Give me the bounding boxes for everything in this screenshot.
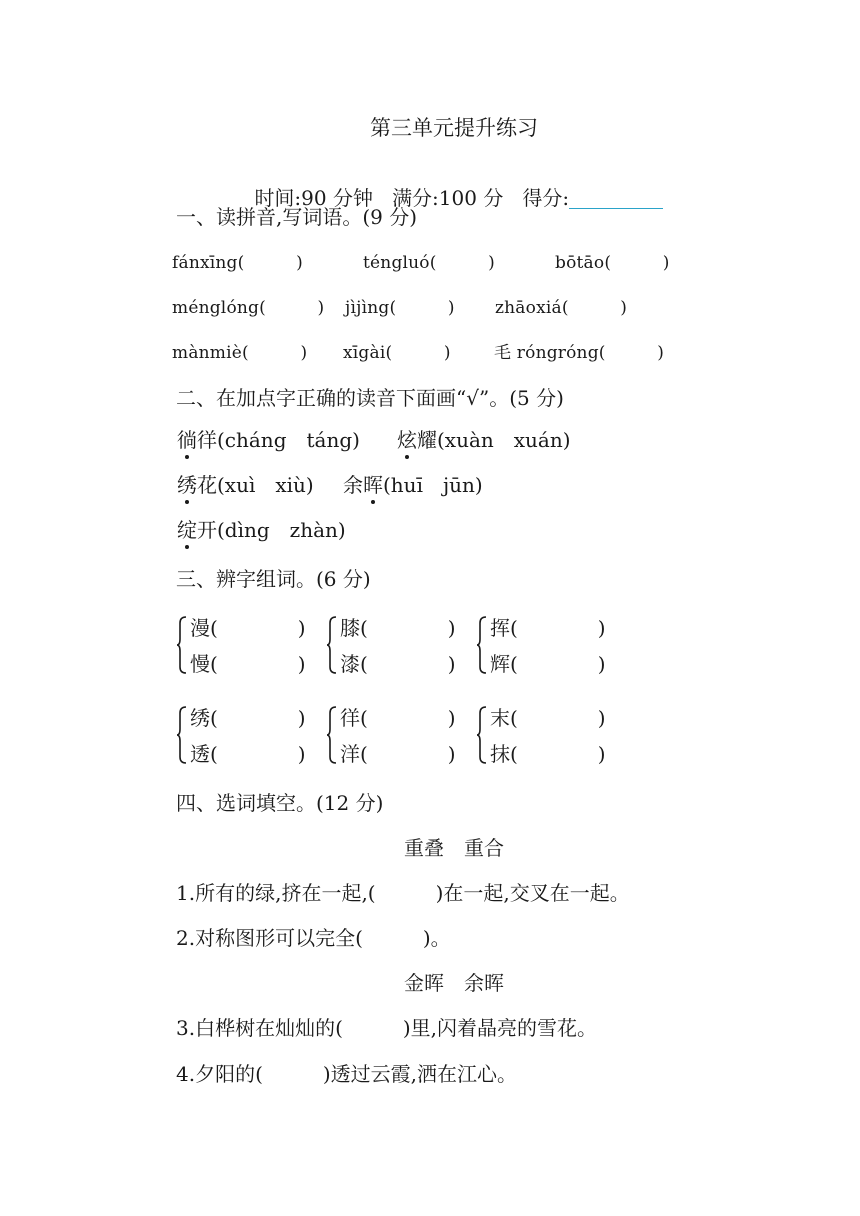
pinyin-item[interactable]: fánxīng( ) [172, 253, 303, 273]
brace-icon [176, 615, 188, 675]
char-pair-top[interactable]: 挥( ) [490, 616, 606, 640]
pinyin-item[interactable]: 毛 róngróng( ) [494, 343, 665, 363]
pinyin-item[interactable]: mànmiè( ) [172, 343, 308, 363]
brace-icon [326, 615, 338, 675]
dotted-char: 炫 [397, 428, 417, 452]
pinyin-item[interactable]: zhāoxiá( ) [495, 298, 628, 318]
char-pair-bottom[interactable]: 洋( ) [340, 742, 456, 766]
char-pair-top[interactable]: 漫( ) [190, 616, 306, 640]
section1-heading: 一、读拼音,写词语。(9 分) [176, 205, 418, 229]
pronunciation-item[interactable]: 绣花(xuì xiù) [177, 473, 314, 497]
fill-question[interactable]: 1.所有的绿,挤在一起,( )在一起,交叉在一起。 [176, 881, 630, 905]
score-label: 得分: [522, 186, 570, 210]
dotted-char: 绽 [177, 518, 197, 542]
char-pair-top[interactable]: 徉( ) [340, 706, 456, 730]
char-pair-group [476, 615, 616, 679]
section3-heading: 三、辨字组词。(6 分) [176, 567, 371, 591]
pronunciation-item[interactable]: 余晖(huī jūn) [343, 473, 483, 497]
char-pair-top[interactable]: 绣( ) [190, 706, 306, 730]
brace-icon [176, 705, 188, 765]
fill-question[interactable]: 2.对称图形可以完全( )。 [176, 926, 451, 950]
dotted-char: 徜 [177, 428, 197, 452]
char-pair-group [326, 705, 466, 769]
char-pair-group [326, 615, 466, 679]
char-pair-bottom[interactable]: 慢( ) [190, 652, 306, 676]
word-choices: 重叠 重合 [404, 836, 504, 860]
pinyin-item[interactable]: xīgài( ) [343, 343, 451, 363]
pronunciation-item[interactable]: 绽开(dìng zhàn) [177, 518, 346, 542]
brace-icon [476, 615, 488, 675]
fill-question[interactable]: 4.夕阳的( )透过云霞,洒在江心。 [176, 1062, 518, 1086]
brace-icon [476, 705, 488, 765]
char-pair-group [476, 705, 616, 769]
brace-icon [326, 705, 338, 765]
char-pair-group [176, 705, 316, 769]
time-limit: 时间:90 分钟 [254, 186, 373, 210]
score-blank[interactable] [569, 186, 663, 209]
section4-heading: 四、选词填空。(12 分) [176, 791, 384, 815]
page-title: 第三单元提升练习 [370, 116, 538, 140]
pinyin-item[interactable]: téngluó( ) [363, 253, 496, 273]
char-pair-bottom[interactable]: 抹( ) [490, 742, 606, 766]
pronunciation-item[interactable]: 炫耀(xuàn xuán) [397, 428, 571, 452]
dotted-char: 绣 [177, 473, 197, 497]
char-pair-bottom[interactable]: 透( ) [190, 742, 306, 766]
full-score: 满分:100 分 [392, 186, 504, 210]
pinyin-item[interactable]: jìjìng( ) [345, 298, 455, 318]
word-choices: 金晖 余晖 [404, 971, 504, 995]
char-pair-top[interactable]: 末( ) [490, 706, 606, 730]
char-pair-bottom[interactable]: 辉( ) [490, 652, 606, 676]
char-pair-group [176, 615, 316, 679]
char-pair-bottom[interactable]: 漆( ) [340, 652, 456, 676]
fill-question[interactable]: 3.白桦树在灿灿的( )里,闪着晶亮的雪花。 [176, 1016, 598, 1040]
char-pair-top[interactable]: 膝( ) [340, 616, 456, 640]
pronunciation-item[interactable]: 徜徉(cháng táng) [177, 428, 360, 452]
dotted-char: 晖 [363, 473, 383, 497]
pinyin-item[interactable]: bōtāo( ) [555, 253, 670, 273]
section2-heading: 二、在加点字正确的读音下面画“√”。(5 分) [176, 386, 564, 410]
pinyin-item[interactable]: ménglóng( ) [172, 298, 325, 318]
